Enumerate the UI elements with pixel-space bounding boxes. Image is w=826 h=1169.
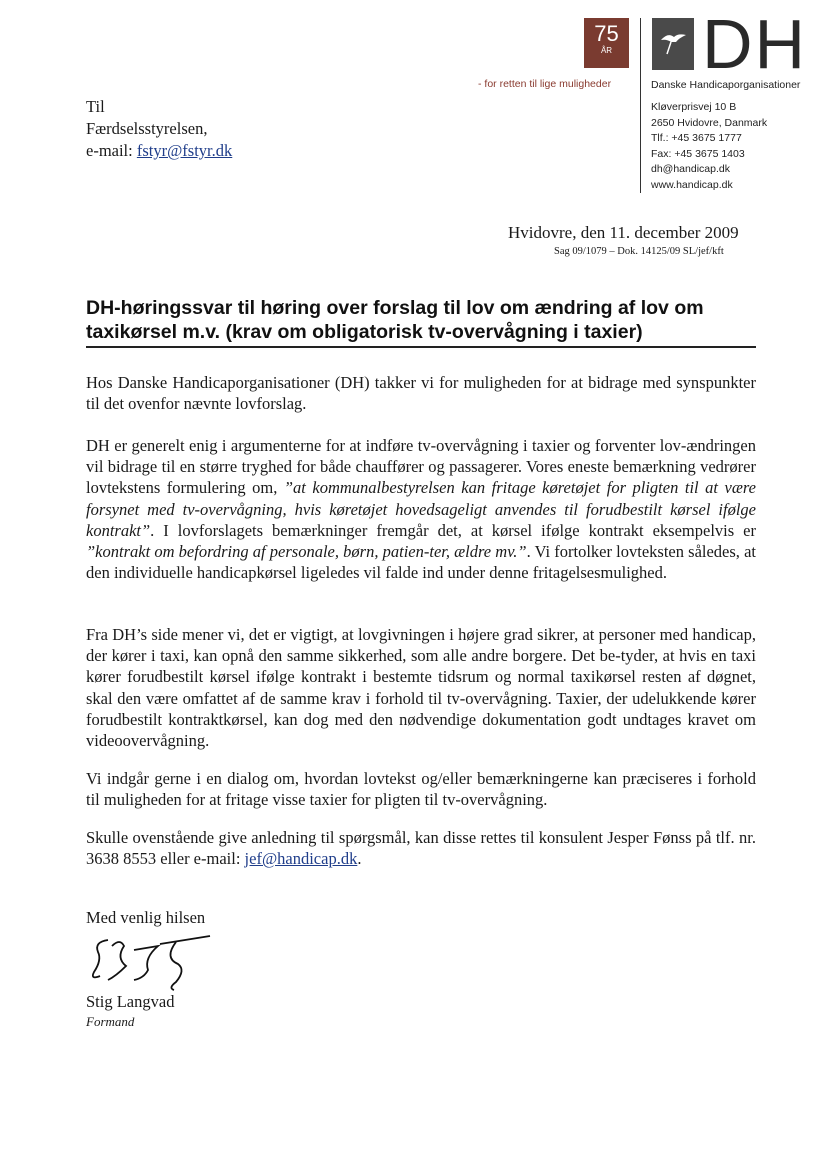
recipient-email-link[interactable]: fstyr@fstyr.dk bbox=[136, 141, 233, 160]
tagline: - for retten til lige muligheder bbox=[478, 78, 612, 90]
org-name: Danske Handicaporganisationer bbox=[651, 79, 801, 91]
recipient-email-label: e-mail: bbox=[86, 141, 133, 160]
anniversary-number: 75 bbox=[594, 21, 619, 46]
address-phone: Tlf.: +45 3675 1777 bbox=[651, 132, 742, 145]
recipient-block bbox=[86, 96, 232, 162]
bird-logo-icon bbox=[652, 18, 694, 70]
dh-logo-letters: DH bbox=[702, 5, 808, 83]
paragraph-intro bbox=[86, 372, 756, 414]
p2-text-c: . Vi fortolker lovteksten således, at den individuelle handicapkørsel ligeledes vil falde ind under denne fritagelsesmulighed. bbox=[86, 542, 757, 583]
letterhead-divider bbox=[640, 18, 641, 193]
org-address bbox=[651, 100, 767, 194]
p2-text-b: . I lovforslagets bemærkninger fremgår det, at kørsel ifølge kontrakt eksempelvis er bbox=[150, 520, 756, 540]
address-website: www.handicap.dk bbox=[651, 178, 733, 191]
p2-quote-remarks: ”kontrakt om befordring af personale, børn, patien-ter, ældre mv.” bbox=[86, 542, 527, 562]
p2-quote-law: ”at kommunalbestyrelsen kan fritage køretøjet for pligten til at være forsynet med tv-overvågning, hvis køretøjet hovedsageligt anvendes til forudbestilt kørsel ifølge kontrakt” bbox=[86, 478, 756, 540]
recipient-name: Færdselsstyrelsen, bbox=[86, 119, 208, 138]
paragraph-dialog bbox=[86, 768, 756, 810]
paragraph-dialog-text: Vi indgår gerne i en dialog om, hvordan lovtekst og/eller bemærkningerne kan præciseres i forhold til muligheden for at fritage visse taxier for pligten til tv-overvågning. bbox=[86, 769, 756, 810]
closing-greeting: Med venlig hilsen bbox=[86, 908, 206, 927]
contact-email-link[interactable]: jef@handicap.dk bbox=[244, 849, 358, 869]
address-street: Kløverprisvej 10 B bbox=[651, 101, 737, 113]
signer-name: Stig Langvad bbox=[86, 992, 175, 1011]
anniversary-word: ÅR bbox=[600, 46, 613, 55]
paragraph-concern-text: Fra DH’s side mener vi, det er vigtigt, at lovgivningen i højere grad sikrer, at personer med handicap, der kører i taxi, kan opnå den samme sikkerhed, som alle andre borgere. Det be-tyder, at hvis en taxi kører forudbestilt kørsel ifølge kontrakt i bestemte tidsrum og normal taxikørsel resten af døgnet, skal den være omfattet af de samme krav i forhold til tv-overvågning. Taxier, der udelukkende kører forudbestilt kontraktkørsel, kan dog med den nødvendige dokumentation godt undtages kravet om videoovervågning. bbox=[86, 625, 756, 751]
title-underline bbox=[86, 346, 756, 348]
case-reference: Sag 09/1079 – Dok. 14125/09 SL/jef/kft bbox=[554, 246, 724, 257]
address-city: 2650 Hvidovre, Danmark bbox=[651, 116, 768, 129]
signer-role: Formand bbox=[86, 1014, 135, 1029]
anniversary-badge bbox=[584, 18, 629, 68]
recipient-to: Til bbox=[86, 97, 105, 116]
address-fax: Fax: +45 3675 1403 bbox=[651, 147, 745, 160]
recipient-email-line bbox=[86, 140, 232, 162]
p2-text-a: DH er generelt enig i argumenterne for at indføre tv-overvågning i taxier og forventer lov-ændringen vil bidrage til en større tryghed for både chauffører og passagerer. Vores eneste bemærkning vedrører lovtekstens formulering om, bbox=[86, 436, 756, 498]
paragraph-intro-text: Hos Danske Handicaporganisationer (DH) takker vi for muligheden for at bidrage med synspunkter til det ovenfor nævnte lovforslag. bbox=[86, 373, 756, 414]
letter-date: Hvidovre, den 11. december 2009 bbox=[508, 223, 739, 242]
paragraph-contact bbox=[86, 827, 756, 869]
p5-text-a: Skulle ovenstående give anledning til spørgsmål, kan disse rettes til konsulent Jesper Fønss på tlf. nr. 3638 8553 eller e-mail: bbox=[86, 828, 756, 869]
paragraph-position bbox=[86, 435, 756, 583]
paragraph-concern bbox=[86, 624, 756, 751]
signature-image bbox=[86, 928, 216, 994]
p5-text-b: . bbox=[357, 849, 362, 869]
address-email: dh@handicap.dk bbox=[651, 163, 730, 176]
letter-title: DH-høringssvar til høring over forslag til lov om ændring af lov om taxikørsel m.v. (krav om obligatorisk tv-overvågning i taxier) bbox=[86, 297, 704, 343]
